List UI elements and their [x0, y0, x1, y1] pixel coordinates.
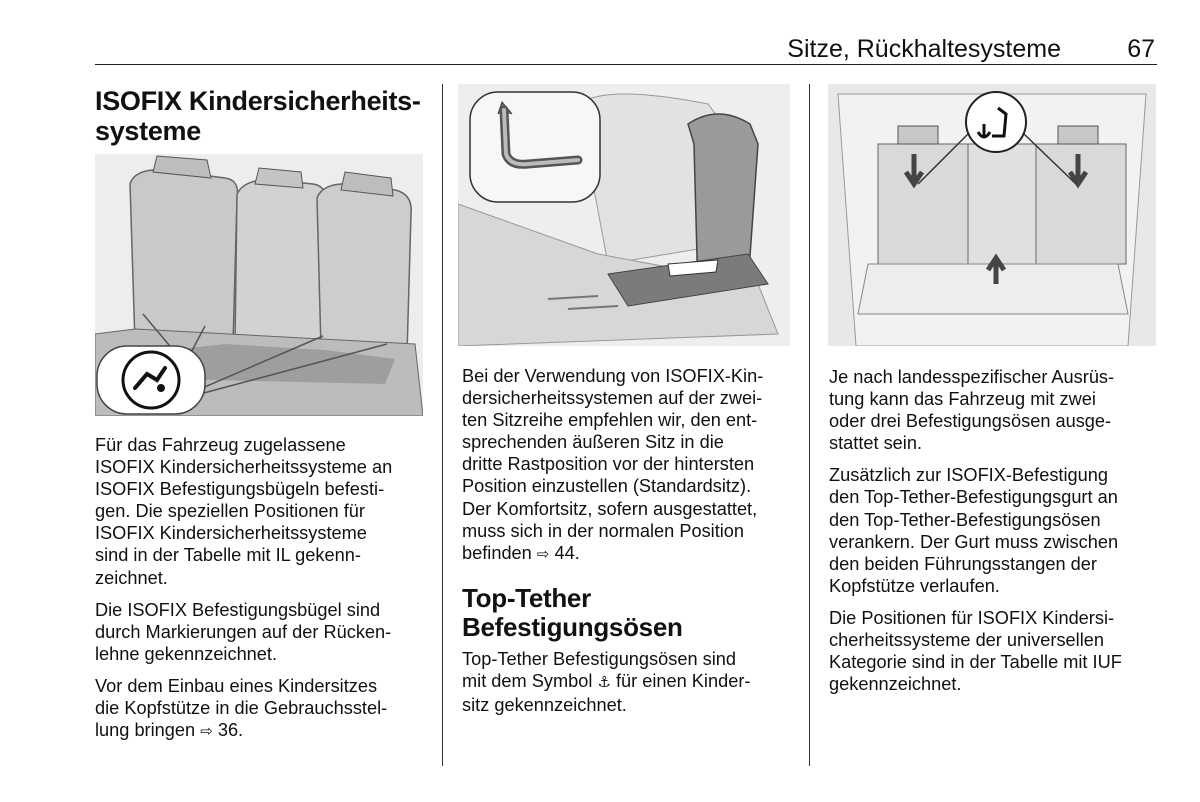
page-reference-link[interactable]: 36. [217, 720, 244, 741]
column-divider-1 [442, 84, 443, 766]
paragraph-6: Je nach landesspezifischer Ausrüs- tung kann das Fahrzeug mit zwei oder drei Befestigungsösen ausge- stattet sein. [829, 367, 1115, 454]
paragraph-8: Die Positionen für ISOFIX Kindersi- cherheitssysteme der universellen Kategorie sind in der Tabelle mit IUF gekennzeichnet. [829, 607, 1122, 695]
page-reference-arrow-icon: ⇨ [536, 545, 550, 563]
page-reference-arrow-icon: ⇨ [200, 723, 213, 741]
paragraph-5: Top-Tether Befestigungsösen sind mit dem Symbol ⚓ für einen Kinder- sitz gekennzeichnet. [462, 648, 751, 716]
paragraph-7: Zusätzlich zur ISOFIX-Befestigung den Top-Tether-Befestigungsgurt an den Top-Tether-Befestigungsösen verankern. Der Gurt muss zwischen den beiden Führungsstangen der Kopfstütze verlaufen. [829, 465, 1119, 596]
seat-adjustment-figure [458, 84, 790, 346]
column-1-text [95, 434, 430, 753]
anchor-symbol-icon: ⚓ [597, 673, 611, 691]
paragraph-1: Für das Fahrzeug zugelassene ISOFIX Kindersicherheitssysteme an ISOFIX Befestigungsbügeln befesti- gen. Die speziellen Positionen für ISOFIX Kindersicherheitssysteme sind in der Tabelle mit IL gekenn- zeichnet. [95, 435, 393, 588]
column-3-text [829, 366, 1159, 705]
section-title: Sitze, Rückhaltesysteme [787, 35, 1061, 63]
paragraph-4: Bei der Verwendung von ISOFIX-Kin- dersicherheitssystemen auf der zwei- ten Sitzreihe empfehlen wir, den ent- sprechenden äußeren Sitz in die dritte Rastposition vor der hintersten Position einzustellen (Standardsitz). Der Komfortsitz, sofern ausgestattet, muss sich in der normalen Position befinden ⇨ 44. [462, 366, 764, 563]
isofix-heading: ISOFIX Kindersicherheits- systeme [95, 86, 421, 146]
page-header [95, 34, 1157, 65]
column-divider-2 [809, 84, 810, 766]
column-2-text [462, 365, 797, 726]
paragraph-3: Vor dem Einbau eines Kindersitzes die Kopfstütze in die Gebrauchsstel- lung bringen ⇨ 36. [95, 675, 388, 741]
top-tether-anchor-figure [828, 84, 1156, 346]
page-number: 67 [1127, 35, 1155, 63]
paragraph-2: Die ISOFIX Befestigungsbügel sind durch Markierungen auf der Rücken- lehne gekennzeichnet. [95, 599, 392, 664]
rear-seats-isofix-figure [95, 154, 423, 416]
page-reference-link[interactable]: 44. [554, 542, 580, 563]
top-tether-heading: Top-Tether Befestigungsösen [462, 582, 683, 642]
column-1 [95, 86, 430, 146]
